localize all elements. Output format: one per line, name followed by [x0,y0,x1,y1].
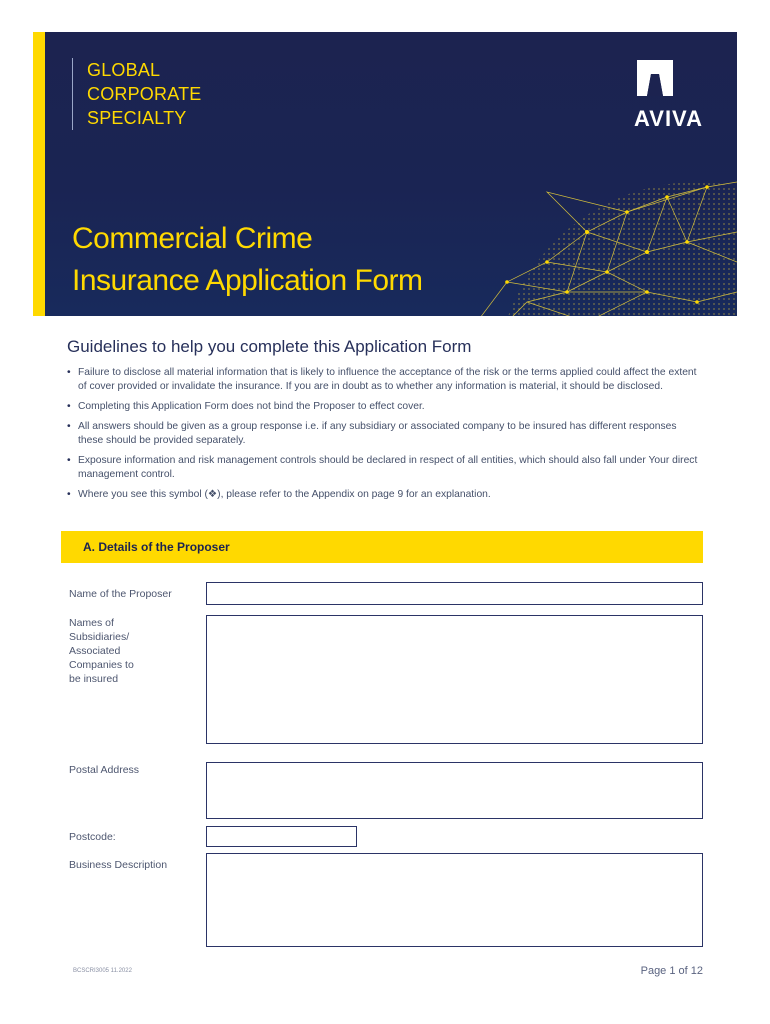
division-name [72,58,201,130]
guideline-item: • All answers should be given as a group response i.e. if any subsidiary or associated company to be insured has different responses these should be provided separately. [67,420,703,448]
banner-accent-stripe [33,32,45,316]
guidelines-list [67,366,703,508]
guideline-item: • Failure to disclose all material information that is likely to influence the acceptance of the risk or the terms applied could affect the extent of cover provided or invalidate the insurance. If you are in doubt as to whether any information is material, it should be disclosed. [67,366,703,394]
postcode-label: Postcode: [69,831,116,843]
division-line-2: CORPORATE [87,84,202,104]
form-reference-code: BCSCRI3005 11.2022 [73,968,132,974]
subsidiaries-label-line: Associated [69,645,121,657]
guideline-item: • Completing this Application Form does not bind the Proposer to effect cover. [67,400,703,414]
business-description-label: Business Description [69,859,168,871]
guideline-item: • Where you see this symbol (❖), please refer to the Appendix on page 9 for an explanation. [67,488,703,502]
subsidiaries-label-line: Subsidiaries/ [69,631,130,643]
subsidiaries-field[interactable] [206,615,703,744]
division-line-1: GLOBAL [87,60,161,80]
title-line-1: Commercial Crime [72,222,313,255]
section-a-title: A. Details of the Proposer [83,540,230,554]
cover-banner [33,32,737,316]
postal-address-field[interactable] [206,762,703,819]
guidelines-heading: Guidelines to help you complete this Application Form [67,337,472,356]
guideline-item: • Exposure information and risk management controls should be declared in respect of all entities, which should also fall under Your direct management control. [67,454,703,482]
business-description-field[interactable] [206,853,703,947]
postcode-field[interactable] [206,826,357,847]
section-a-header [61,531,703,563]
globe-network-graphic [437,172,737,316]
subsidiaries-label-line: Companies to [69,659,134,671]
page-number: Page 1 of 12 [640,965,703,977]
subsidiaries-label [69,616,134,686]
division-line-3: SPECIALTY [87,108,187,128]
proposer-name-field[interactable] [206,582,703,605]
postal-address-label: Postal Address [69,764,140,776]
document-title [72,218,423,302]
proposer-name-label: Name of the Proposer [69,588,172,600]
brand-wordmark: AVIVA [634,106,703,131]
subsidiaries-label-line: be insured [69,673,119,685]
title-line-2: Insurance Application Form [72,264,423,297]
subsidiaries-label-line: Names of [69,617,114,629]
